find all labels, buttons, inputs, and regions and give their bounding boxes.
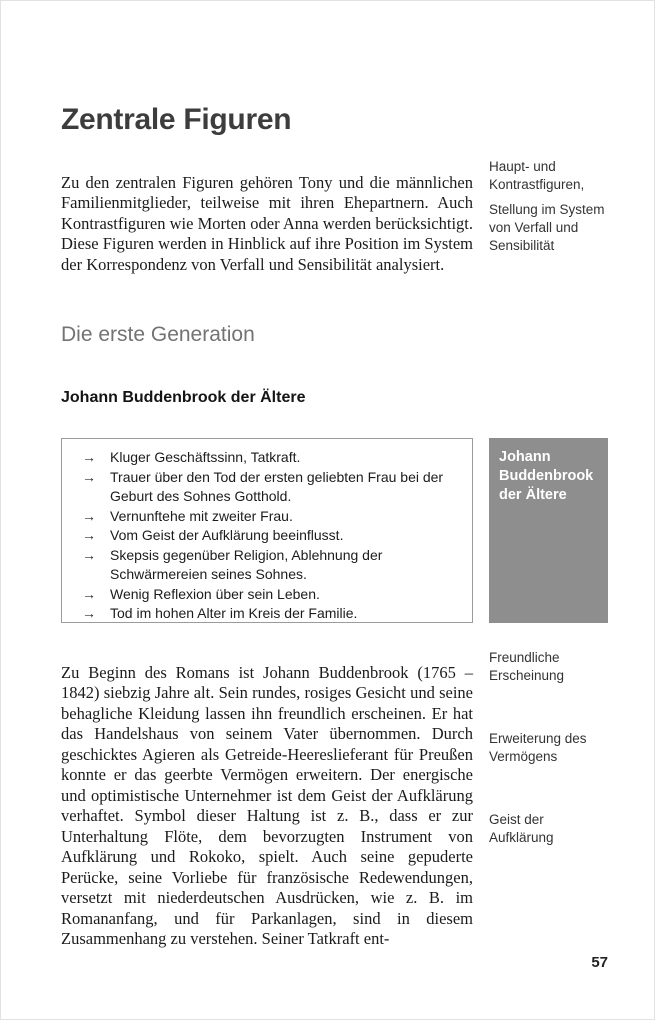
summary-list-item [70, 448, 464, 468]
summary-list-item [70, 507, 464, 527]
summary-item-text: Kluger Geschäftssinn, Tatkraft. [110, 449, 301, 465]
margin-note: Haupt- und Kontrastfiguren, [489, 159, 585, 192]
summary-item-text: Skepsis gegenüber Religion, Ablehnung der Schwärmereien seines Sohnes. [110, 546, 383, 582]
summary-list-item [70, 468, 464, 507]
intro-paragraph: Zu den zentralen Figuren gehören Tony und die männlichen Familienmitglieder, teilweise mit ihren Ehepartnern. Auch Kontrastfiguren wie Morten oder Anna werden berücksichtigt. Diese Figuren werden in Hinblick auf ihre Position im System der Korrespondenz von Verfall und Sensibilität analysiert. [61, 172, 473, 274]
summary-list-item [70, 604, 464, 624]
margin-note: Stellung im System von Verfall und Sensibilität [489, 202, 605, 253]
arrow-bullet-icon: → [82, 585, 96, 602]
summary-box-side-label: Johann Buddenbrook der Ältere [489, 438, 608, 623]
summary-list-item [70, 526, 464, 546]
summary-list-item [70, 546, 464, 585]
sub-heading: Johann Buddenbrook der Ältere [61, 389, 306, 406]
arrow-bullet-icon: → [82, 605, 96, 621]
section-heading: Die erste Generation [61, 323, 255, 346]
summary-item-text: Trauer über den Tod der ersten geliebten Frau bei der Geburt des Sohnes Gotthold. [110, 468, 444, 504]
character-summary-box [61, 438, 473, 623]
arrow-bullet-icon: → [82, 468, 96, 485]
arrow-bullet-icon: → [82, 527, 96, 543]
summary-item-text: Wenig Reflexion über sein Leben. [110, 585, 320, 602]
summary-list [70, 448, 464, 624]
arrow-bullet-icon: → [82, 507, 96, 524]
margin-note: Erweiterung des Vermögens [489, 731, 587, 764]
margin-note: Freundliche Erscheinung [489, 650, 565, 683]
arrow-bullet-icon: → [82, 546, 96, 563]
summary-list-item [70, 585, 464, 605]
summary-item-text: Vom Geist der Aufklärung beeinflusst. [110, 527, 344, 543]
intro-margin-notes [489, 158, 611, 255]
margin-note: Geist der Aufklärung [489, 812, 554, 845]
body-paragraph: Zu Beginn des Romans ist Johann Buddenbrook (1765 – 1842) siebzig Jahre alt. Sein rundes, rosiges Gesicht und seine behagliche Kleidung lassen ihn freundlich erscheinen. Er hat das Handelshaus von seinem Vater übernommen. Durch geschicktes Agieren als Getreide-Heereslieferant für Preußen konnte er das geerbte Vermögen erweitern. Der energische und optimistische Unternehmer ist dem Geist der Aufklärung verhaftet. Symbol dieser Haltung ist z. B., dass er zur Unterhaltung Flöte, dem bevorzugten Instrument von Aufklärung und Rokoko, spielt. Auch seine gepuderte Perücke, seine Vorliebe für französische Redewendungen, versetzt mit niederdeutschen Ausdrücken, wie z. B. im Romananfang, und für Parkanlagen, sind in diesem Zusammenhang zu verstehen. Seiner Tatkraft ent- [61, 662, 473, 948]
page-number: 57 [591, 954, 608, 971]
page-title: Zentrale Figuren [61, 103, 292, 137]
arrow-bullet-icon: → [82, 449, 96, 465]
summary-item-text: Tod im hohen Alter im Kreis der Familie. [110, 605, 358, 621]
summary-item-text: Vernunftehe mit zweiter Frau. [110, 507, 293, 524]
